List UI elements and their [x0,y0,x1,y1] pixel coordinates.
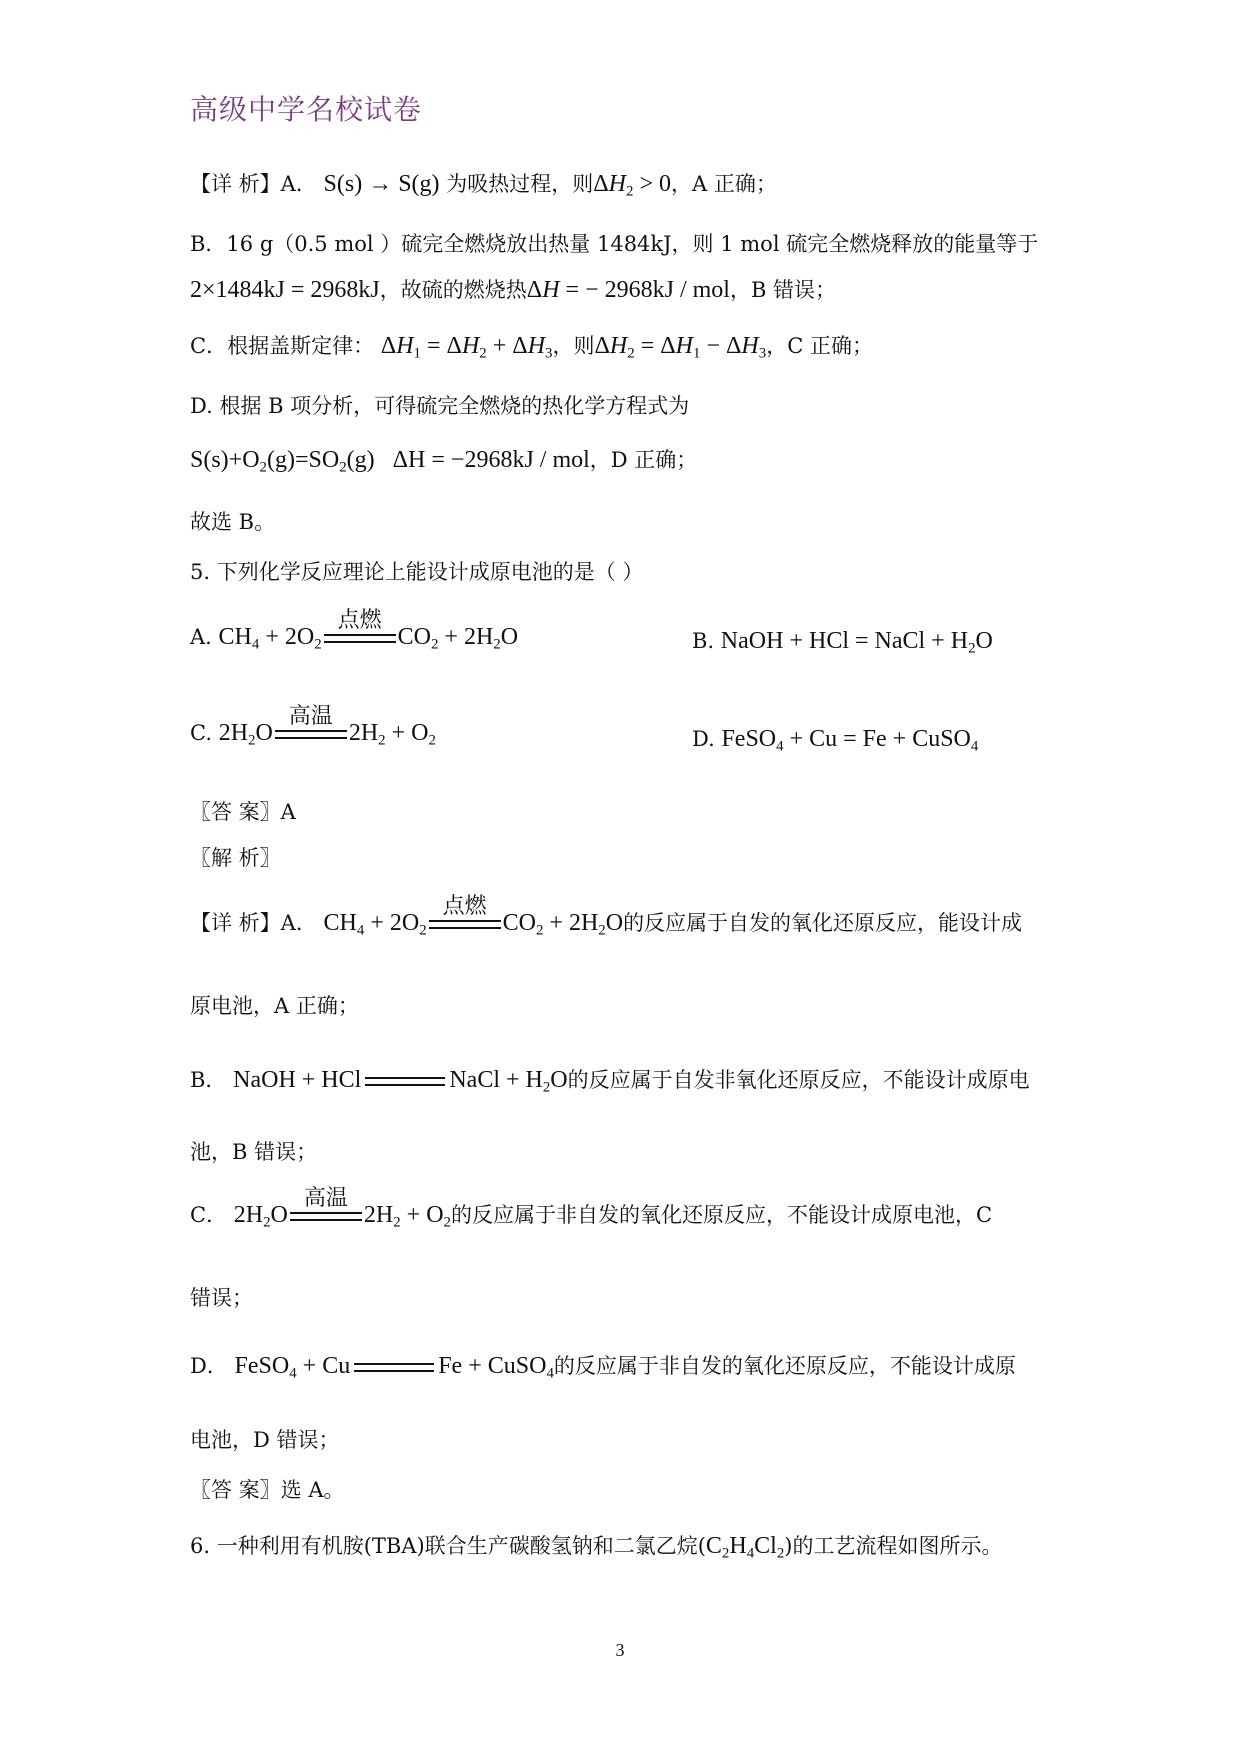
condition: 高温 [303,1186,348,1211]
question-6-stem [190,1530,1002,1560]
detail-b-line [190,1064,1030,1094]
equation: Fe + CuSO$_4$ [438,1353,554,1382]
equation: $\Delta H_2 = \Delta H_1 - \Delta H_3$ [594,333,767,362]
option-label: B. [692,629,715,653]
equation: $CH_4 + 2O_2$ [323,910,427,939]
equation: ΔH = − 2968kJ / mol [526,277,730,303]
text: )的工艺流程如图所示。 [784,1534,1003,1558]
equation: $S(s)+O_2(g)=SO_2(g) \Delta H = -2968kJ$ / mol [190,447,590,476]
text: ，A 正确； [671,172,777,196]
detail-d-cont: 电池，D 错误； [190,1428,340,1452]
reaction-arrow [324,608,396,651]
text: ，B 错误； [729,278,837,302]
equals-bars [354,1363,434,1372]
equation: S(s) → S(g) [323,171,440,197]
reaction-arrow [275,704,347,747]
analysis-a-line [190,168,777,198]
text: 6. 一种利用有机胺(TBA)联合生产碳酸氢钠和二氯乙烷( [190,1534,706,1558]
text: C．根据盖斯定律： [190,334,375,358]
text: 为吸热过程，则 [446,172,594,196]
analysis-d-line1: D. 根据 B 项分析，可得硫完全燃烧的热化学方程式为 [190,394,690,418]
analysis-b-line2 [190,274,836,304]
text: 的反应属于非自发的氧化还原反应，不能设计成原电池，C [450,1203,993,1227]
analysis-b-line1: B．16 g（0.5 mol ）硫完全燃烧放出热量 1484kJ，则 1 mol 硫完全燃烧释放的能量等于 [190,232,1039,256]
equation: NaCl + $H_2O$ [449,1067,568,1096]
equation: $\Delta H_1 = \Delta H_2 + \Delta H_3$ [380,333,553,362]
detail-c-line [190,1186,992,1229]
equation: 2×1484kJ = 2968kJ [190,277,380,303]
equation: $2H_2O$ [218,720,273,749]
condition: 点燃 [442,894,487,919]
text: ，则 [552,334,595,358]
equation: $2H_2 + O_2$ [363,1202,451,1231]
page-number: 3 [615,1640,625,1660]
equation: $CO_2 + 2H_2O$ [397,624,519,653]
detail-b-cont: 池，B 错误； [190,1140,318,1164]
text: ，D 正确； [589,448,698,472]
equation: $\Delta H_2 > 0$ [593,171,671,200]
equation: $CH_4 + 2O_2$ [218,624,322,653]
option-label: D. [692,727,715,751]
option-label: A. [190,625,212,649]
formula: $C_2H_4Cl_2$ [705,1533,785,1562]
condition: 高温 [288,704,333,729]
detail-a-line [190,894,1022,937]
page-header: 高级中学名校试卷 [190,93,423,126]
equation: $2H_2 + O_2$ [348,720,436,749]
text: 的反应属于自发的氧化还原反应，能设计成 [623,911,1023,935]
equation: FeSO$_4$ + Cu [234,1353,351,1382]
equation: $2H_2O$ [233,1202,288,1231]
conclusion: 故选 B。 [190,510,276,534]
analysis-label: 【详 析】A． [190,172,317,196]
option-label: C. [190,721,212,745]
detail-a-cont: 原电池，A 正确； [190,994,359,1018]
analysis-c-line [190,330,873,360]
analysis-d-line2 [190,444,697,474]
analysis-label: 【详 析】A． [190,911,317,935]
text: C． [190,1203,228,1227]
equation: NaOH + HCl = NaCl + $H_2O$ [720,628,993,657]
text: ，故硫的燃烧热 [379,278,527,302]
text: B． [190,1068,227,1092]
equation: FeSO$_4$ + Cu = Fe + CuSO$_4$ [721,726,979,755]
answer: 〖答 案〗A [190,800,296,824]
reaction-arrow [290,1186,362,1229]
analysis-label: 〖解 析〗 [190,846,281,870]
reaction-arrow [429,894,501,937]
final-answer: 〖答 案〗选 A。 [190,1478,345,1502]
text: 的反应属于非自发的氧化还原反应，不能设计成原 [553,1354,1016,1378]
text: D． [190,1354,228,1378]
option-a [190,608,518,651]
option-b [692,628,993,655]
equation: $CO_2 + 2H_2O$ [502,910,624,939]
equals-bars [365,1077,445,1086]
option-d [692,726,978,753]
detail-d-line [190,1350,1016,1380]
text: 的反应属于自发非氧化还原反应，不能设计成原电 [567,1068,1030,1092]
condition: 点燃 [337,608,382,633]
detail-c-cont: 错误； [190,1286,253,1310]
equation: NaOH + HCl [233,1067,362,1093]
text: ，C 正确； [766,334,873,358]
question-5-stem: 5. 下列化学反应理论上能设计成原电池的是（ ） [190,560,644,584]
option-c [190,704,436,747]
